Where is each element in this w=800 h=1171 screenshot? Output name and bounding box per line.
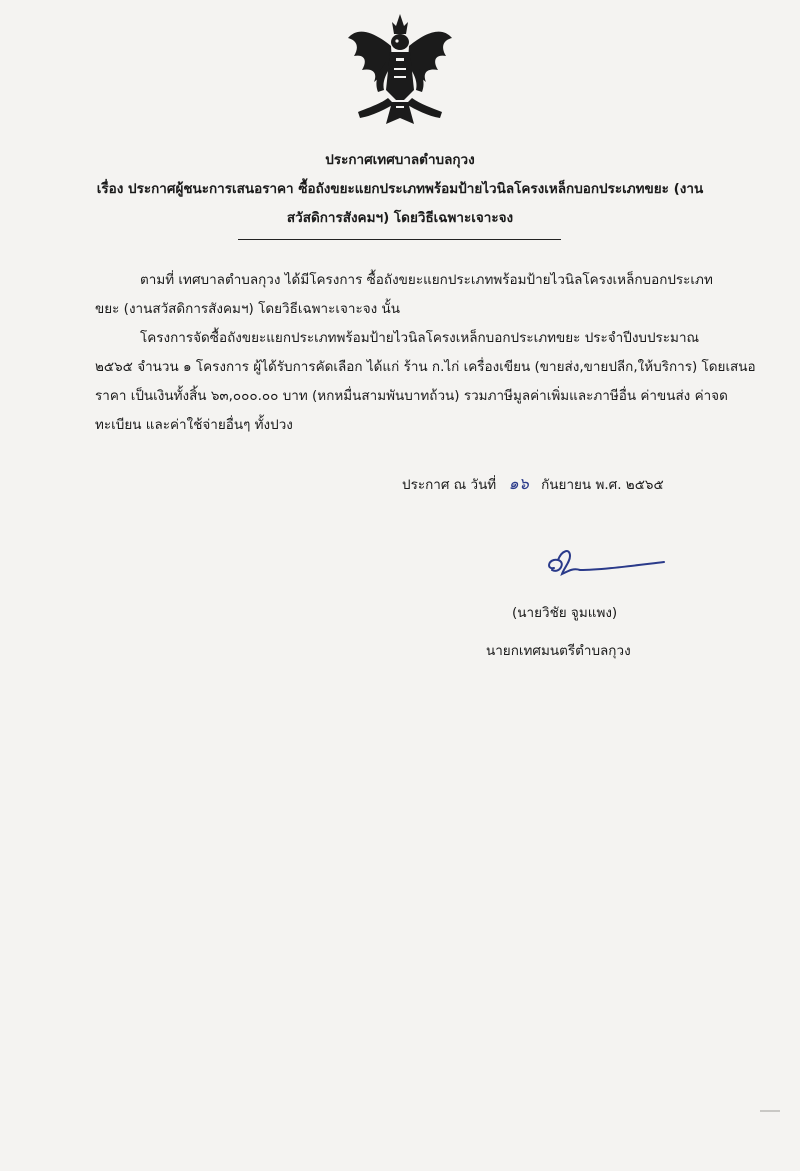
announcement-date	[402, 472, 664, 497]
scan-mark	[760, 1110, 780, 1112]
garuda-emblem-icon	[344, 12, 456, 130]
paragraph-1-line-2: ขยะ (งานสวัสดิการสังคมฯ) โดยวิธีเฉพาะเจาะจง นั้น	[95, 301, 400, 317]
subject-line-1: เรื่อง ประกาศผู้ชนะการเสนอราคา ซื้อถังขยะแยกประเภทพร้อมป้ายไวนิลโครงเหล็กบอกประเภทขยะ (งาน	[96, 181, 704, 197]
date-prefix: ประกาศ ณ วันที่	[402, 477, 497, 493]
paragraph-2-line-2: ๒๕๖๕ จำนวน ๑ โครงการ ผู้ได้รับการคัดเลือก ได้แก่ ร้าน ก.ไก่ เครื่องเขียน (ขายส่ง,ขายปลีก,ให้บริการ) โดยเสนอ	[95, 359, 756, 375]
title-divider	[238, 239, 561, 240]
subject-line-2: สวัสดิการสังคมฯ) โดยวิธีเฉพาะเจาะจง	[286, 210, 514, 226]
date-suffix: กันยายน พ.ศ. ๒๕๖๕	[541, 477, 664, 493]
handwritten-signature	[540, 540, 670, 585]
paragraph-2-line-1: โครงการจัดซื้อถังขยะแยกประเภทพร้อมป้ายไวนิลโครงเหล็กบอกประเภทขยะ ประจำปีงบประมาณ	[140, 330, 700, 346]
paragraph-2-line-3: ราคา เป็นเงินทั้งสิ้น ๖๓,๐๐๐.๐๐ บาท (หกหมื่นสามพันบาทถ้วน) รวมภาษีมูลค่าเพิ่มและภาษีอื่น ค่าขนส่ง ค่าจด	[95, 388, 728, 404]
date-day-handwritten: ๑๖	[508, 474, 529, 493]
paragraph-2-line-4: ทะเบียน และค่าใช้จ่ายอื่นๆ ทั้งปวง	[95, 417, 293, 433]
announcement-title: ประกาศเทศบาลตำบลกุวง	[325, 152, 475, 168]
signatory-name: (นายวิชัย จูมแพง)	[512, 605, 618, 621]
signatory-position: นายกเทศมนตรีตำบลกุวง	[486, 643, 631, 659]
paragraph-1-line-1: ตามที่ เทศบาลตำบลกุวง ได้มีโครงการ ซื้อถังขยะแยกประเภทพร้อมป้ายไวนิลโครงเหล็กบอกประเภท	[140, 272, 713, 288]
